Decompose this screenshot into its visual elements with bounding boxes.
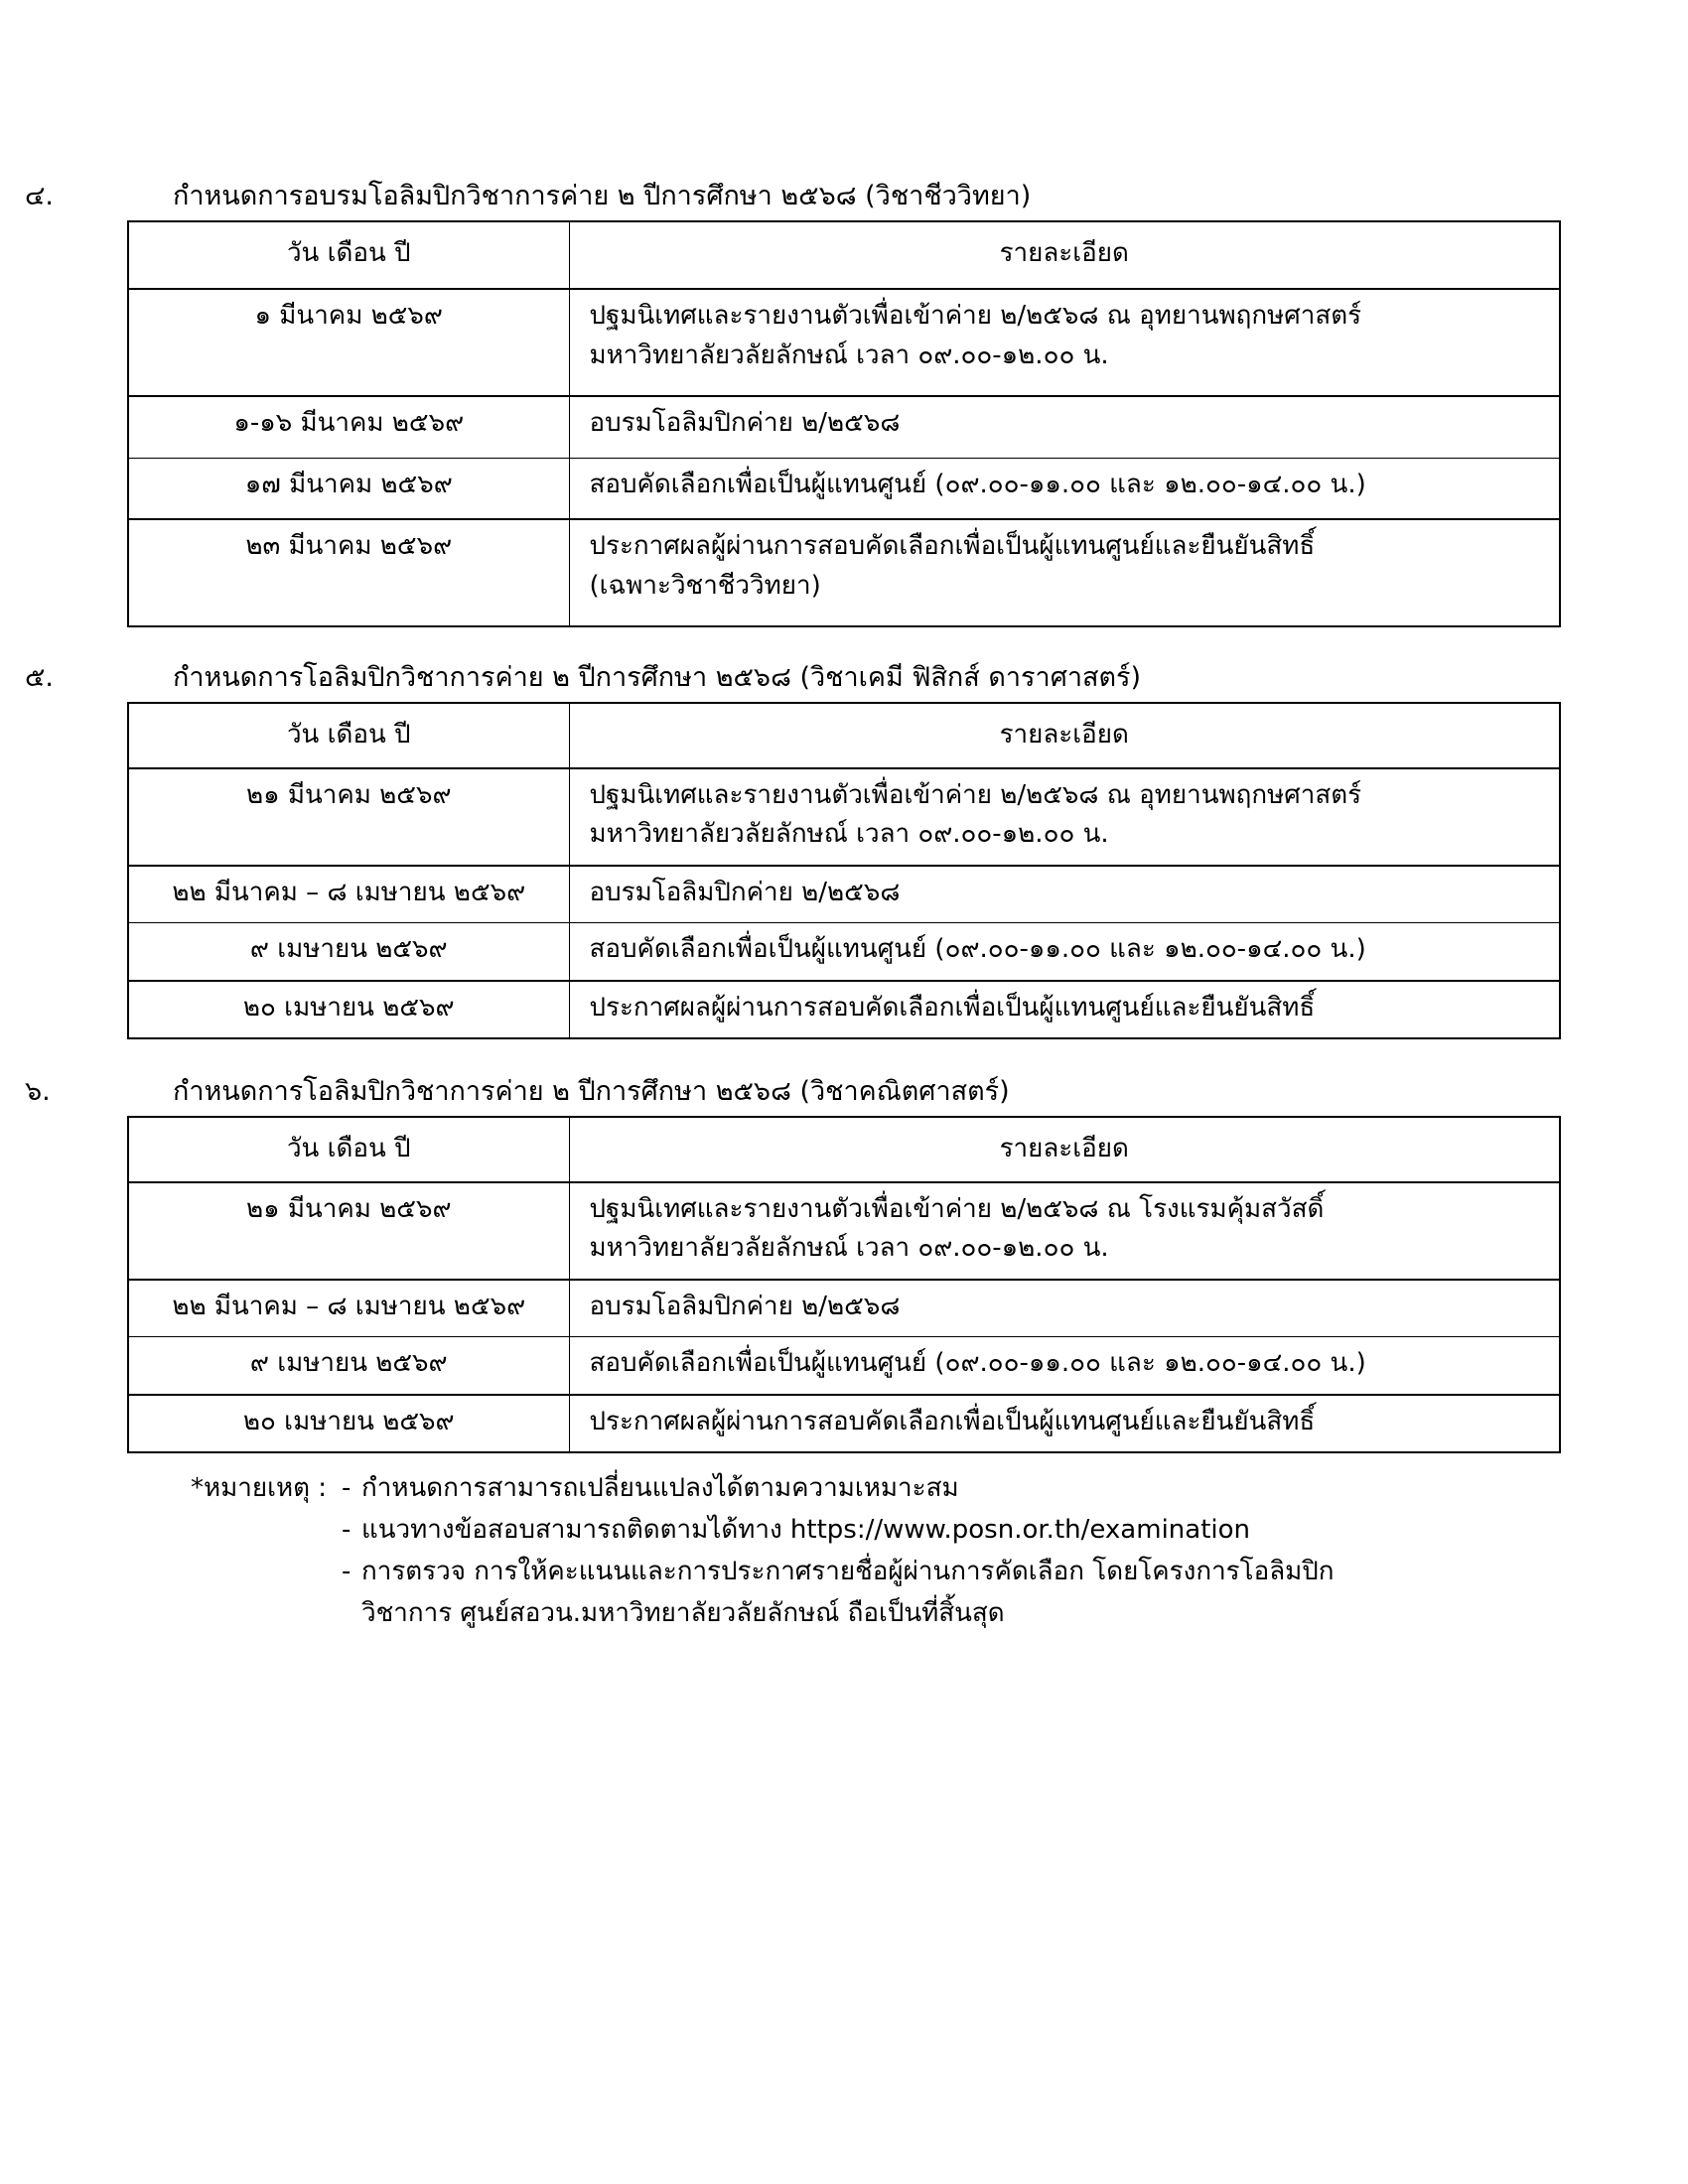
detail-line-1: อบรมโอลิมปิกค่าย ๒/๒๕๖๘ [589,408,901,439]
section-number-6: ๖. [25,1076,51,1107]
table-header-row [128,1117,1560,1182]
cell-date: ๒๑ มีนาคม ๒๕๖๙ [128,1182,569,1280]
detail-line-1: อบรมโอลิมปิกค่าย ๒/๒๕๖๘ [589,1291,901,1321]
detail-line-1: ประกาศผลผู้ผ่านการสอบคัดเลือกเพื่อเป็นผู้แทนศูนย์และยืนยันสิทธิ์ [589,531,1316,562]
note-continuation: วิชาการ ศูนย์สอวน.มหาวิทยาลัยวลัยลักษณ์ ถือเป็นที่สิ้นสุด [361,1598,1005,1629]
note-dash: - [342,1557,352,1587]
section-number-4: ๔. [25,181,55,211]
detail-line-1: ปฐมนิเทศและรายงานตัวเพื่อเข้าค่าย ๒/๒๕๖๘ ณ โรงแรมคุ้มสวัสดิ์ [589,1193,1325,1224]
schedule-table-mathematics [127,1116,1561,1453]
notes-block [191,1467,1581,1634]
cell-detail [569,866,1560,923]
note-item [342,1509,1581,1551]
cell-detail [569,981,1560,1038]
detail-line-2: (เฉพาะวิชาชีววิทยา) [589,570,821,601]
cell-date: ๒๐ เมษายน ๒๕๖๙ [128,981,569,1038]
cell-date: ๒๑ มีนาคม ๒๕๖๙ [128,768,569,866]
detail-line-1: ปฐมนิเทศและรายงานตัวเพื่อเข้าค่าย ๒/๒๕๖๘ ณ อุทยานพฤกษศาสตร์ [589,301,1362,332]
notes-body [342,1467,1581,1634]
table-header-row [128,221,1560,289]
section-heading-4 [25,179,1559,214]
note-item [342,1467,1581,1509]
cell-detail [569,1337,1560,1395]
cell-date: ๒๒ มีนาคม – ๘ เมษายน ๒๕๖๙ [128,1280,569,1337]
table-row [128,1395,1560,1452]
cell-detail [569,458,1560,519]
schedule-section-chem-phys-astro [25,660,1559,1039]
table-row [128,923,1560,981]
detail-line-1: สอบคัดเลือกเพื่อเป็นผู้แทนศูนย์ (๐๙.๐๐-๑๑.๐๐ และ ๑๒.๐๐-๑๔.๐๐ น.) [589,934,1366,965]
cell-detail [569,1280,1560,1337]
cell-detail [569,519,1560,626]
table-row [128,396,1560,458]
note-text: แนวทางข้อสอบสามารถติดตามได้ทาง https://www.posn.or.th/examination [361,1515,1251,1546]
detail-line-1: สอบคัดเลือกเพื่อเป็นผู้แทนศูนย์ (๐๙.๐๐-๑๑.๐๐ และ ๑๒.๐๐-๑๔.๐๐ น.) [589,469,1366,499]
schedule-table-biology [127,220,1561,627]
section-heading-5 [25,660,1559,696]
table-row [128,519,1560,626]
detail-line-2: มหาวิทยาลัยวลัยลักษณ์ เวลา ๐๙.๐๐-๑๒.๐๐ น. [589,340,1109,370]
column-header-detail: รายละเอียด [569,703,1560,768]
cell-date: ๙ เมษายน ๒๕๖๙ [128,1337,569,1395]
detail-line-1: ปฐมนิเทศและรายงานตัวเพื่อเข้าค่าย ๒/๒๕๖๘ ณ อุทยานพฤกษศาสตร์ [589,779,1362,810]
detail-line-1: ประกาศผลผู้ผ่านการสอบคัดเลือกเพื่อเป็นผู้แทนศูนย์และยืนยันสิทธิ์ [589,992,1316,1023]
table-row [128,1280,1560,1337]
note-text: กำหนดการสามารถเปลี่ยนแปลงได้ตามความเหมาะสม [361,1473,959,1503]
cell-date: ๒๒ มีนาคม – ๘ เมษายน ๒๕๖๙ [128,866,569,923]
table-row [128,981,1560,1038]
cell-detail [569,289,1560,396]
column-header-detail: รายละเอียด [569,1117,1560,1182]
detail-line-1: ประกาศผลผู้ผ่านการสอบคัดเลือกเพื่อเป็นผู้แทนศูนย์และยืนยันสิทธิ์ [589,1406,1316,1436]
column-header-date: วัน เดือน ปี [128,221,569,289]
detail-line-1: สอบคัดเลือกเพื่อเป็นผู้แทนศูนย์ (๐๙.๐๐-๑๑.๐๐ และ ๑๒.๐๐-๑๔.๐๐ น.) [589,1348,1366,1379]
note-text: การตรวจ การให้คะแนนและการประกาศรายชื่อผู้ผ่านการคัดเลือก โดยโครงการโอลิมปิก [361,1557,1335,1587]
table-row [128,768,1560,866]
table-header-row [128,703,1560,768]
schedule-section-biology [25,179,1559,627]
note-dash: - [342,1473,352,1503]
cell-detail [569,1395,1560,1452]
detail-line-2: มหาวิทยาลัยวลัยลักษณ์ เวลา ๐๙.๐๐-๑๒.๐๐ น. [589,1233,1109,1264]
detail-line-1: อบรมโอลิมปิกค่าย ๒/๒๕๖๘ [589,877,901,907]
cell-date: ๒๐ เมษายน ๒๕๖๙ [128,1395,569,1452]
table-row [128,458,1560,519]
cell-detail [569,768,1560,866]
cell-date: ๒๓ มีนาคม ๒๕๖๙ [128,519,569,626]
note-row-1 [191,1467,1581,1634]
detail-line-2: มหาวิทยาลัยวลัยลักษณ์ เวลา ๐๙.๐๐-๑๒.๐๐ น. [589,819,1109,850]
cell-date: ๑ มีนาคม ๒๕๖๙ [128,289,569,396]
schedule-table-chem-phys-astro [127,702,1561,1039]
section-number-5: ๕. [25,662,55,693]
section-title-6: กำหนดการโอลิมปิกวิชาการค่าย ๒ ปีการศึกษา ๒๕๖๘ (วิชาคณิตศาสตร์) [173,1076,1010,1107]
cell-date: ๑-๑๖ มีนาคม ๒๕๖๙ [128,396,569,458]
cell-date: ๙ เมษายน ๒๕๖๙ [128,923,569,981]
cell-date: ๑๗ มีนาคม ๒๕๖๙ [128,458,569,519]
section-title-5: กำหนดการโอลิมปิกวิชาการค่าย ๒ ปีการศึกษา ๒๕๖๘ (วิชาเคมี ฟิสิกส์ ดาราศาสตร์) [173,662,1142,693]
column-header-detail: รายละเอียด [569,221,1560,289]
note-dash: - [342,1515,352,1546]
section-title-4: กำหนดการอบรมโอลิมปิกวิชาการค่าย ๒ ปีการศึกษา ๒๕๖๘ (วิชาชีววิทยา) [173,181,1032,211]
note-item [342,1551,1581,1592]
section-heading-6 [25,1074,1559,1110]
table-row [128,1337,1560,1395]
cell-detail [569,1182,1560,1280]
table-row [128,866,1560,923]
column-header-date: วัน เดือน ปี [128,703,569,768]
table-row [128,1182,1560,1280]
table-row [128,289,1560,396]
column-header-date: วัน เดือน ปี [128,1117,569,1182]
cell-detail [569,396,1560,458]
notes-label: *หมายเหตุ : [191,1473,328,1503]
schedule-section-mathematics [25,1074,1559,1453]
cell-detail [569,923,1560,981]
